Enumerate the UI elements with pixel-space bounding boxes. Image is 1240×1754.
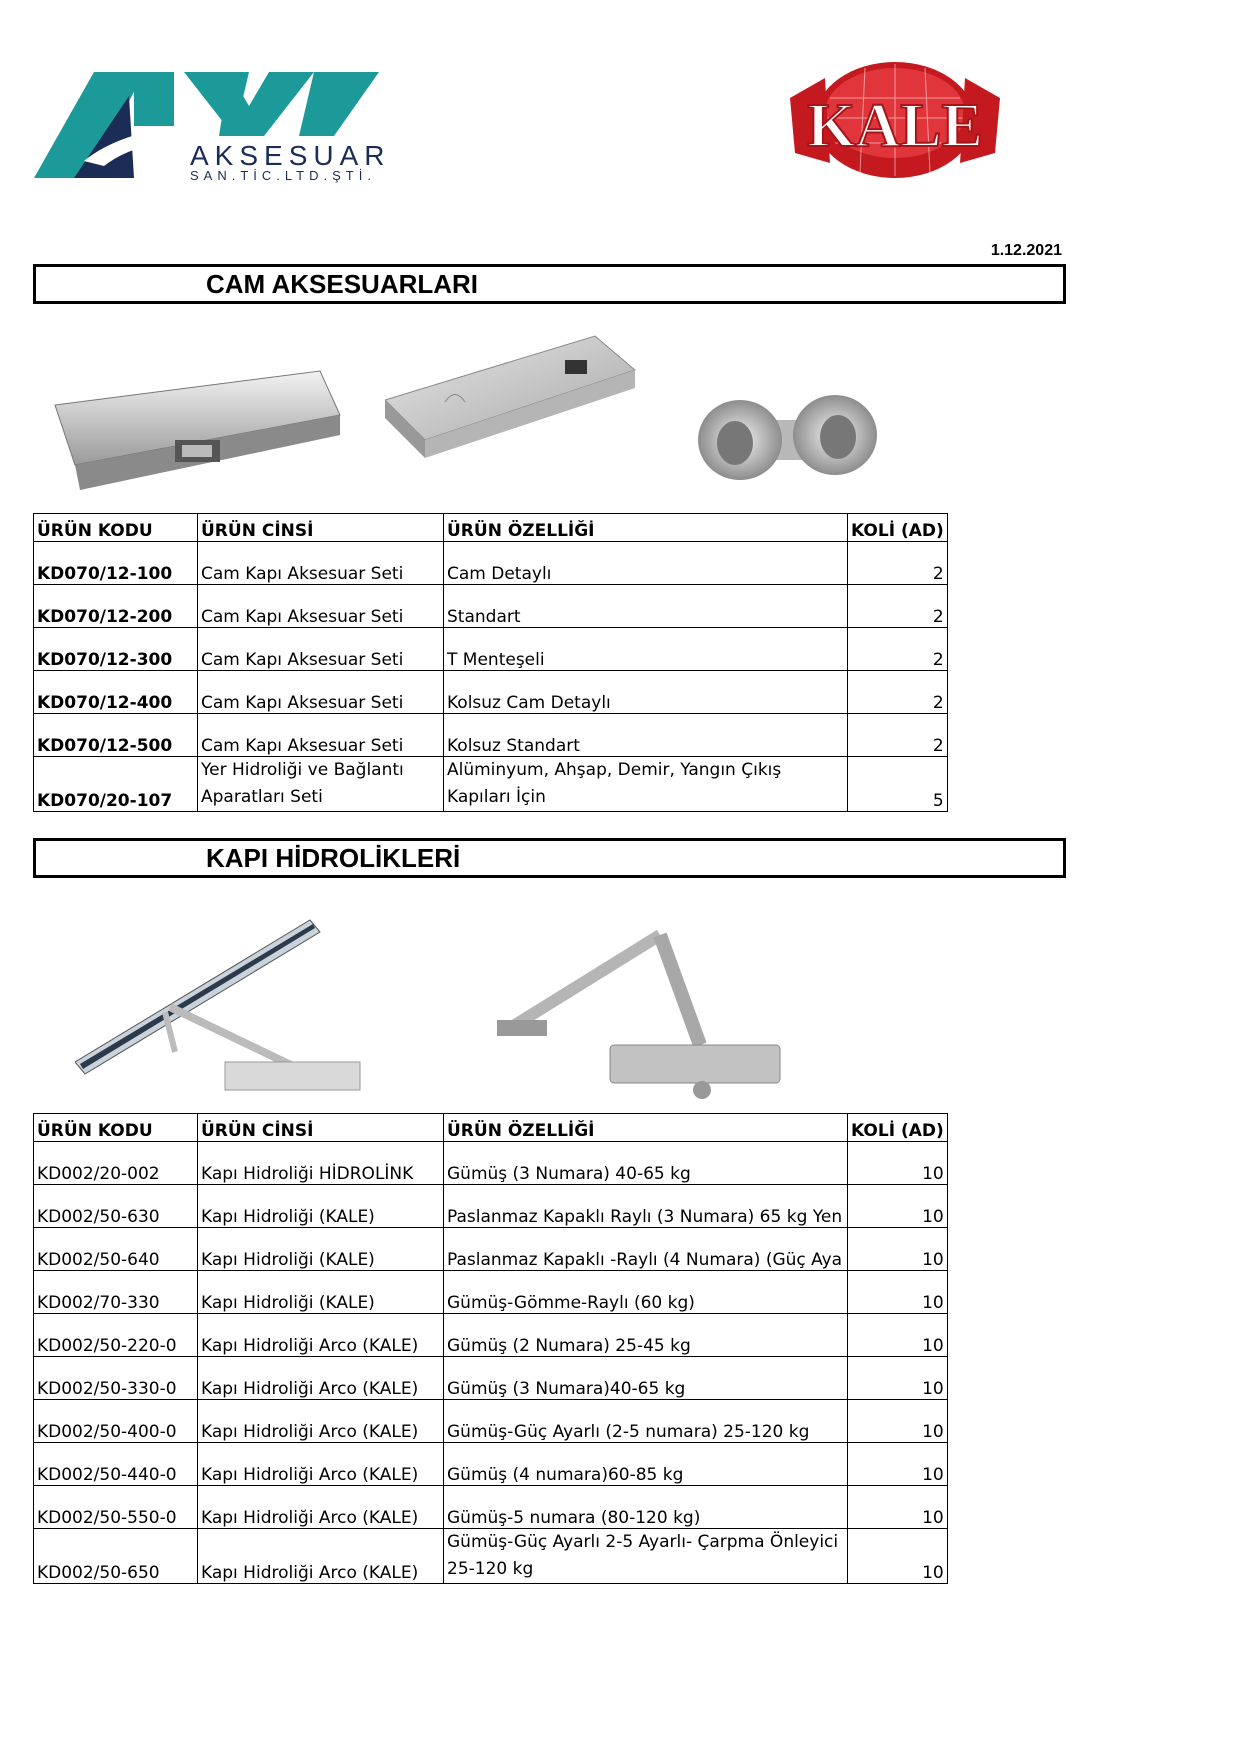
product-feature: Gümüş-5 numara (80-120 kg)	[444, 1486, 848, 1529]
kale-logo-text: KALE	[807, 92, 983, 160]
product-type: Cam Kapı Aksesuar Seti	[198, 671, 444, 714]
table-row	[34, 628, 948, 671]
product-feature: Gümüş (3 Numara) 40-65 kg	[444, 1142, 848, 1185]
kapi-hidrolikleri-table	[33, 1113, 948, 1584]
product-type: Kapı Hidroliği Arco (KALE)	[198, 1486, 444, 1529]
column-header: ÜRÜN KODU	[34, 514, 198, 542]
box-quantity: 10	[848, 1529, 948, 1584]
product-type: Cam Kapı Aksesuar Seti	[198, 585, 444, 628]
table-row	[34, 671, 948, 714]
table-row	[34, 1443, 948, 1486]
product-code: KD070/12-100	[34, 542, 198, 585]
arm-closer-photo	[495, 920, 785, 1100]
product-type: Kapı Hidroliği (KALE)	[198, 1185, 444, 1228]
floor-spring-photo	[385, 330, 640, 470]
table-row	[34, 1228, 948, 1271]
box-quantity: 10	[848, 1400, 948, 1443]
product-type: Kapı Hidroliği Arco (KALE)	[198, 1529, 444, 1584]
box-quantity: 10	[848, 1142, 948, 1185]
table-row	[34, 1142, 948, 1185]
product-type: Kapı Hidroliği (KALE)	[198, 1271, 444, 1314]
alay-aksesuar-text: AKSESUAR	[190, 140, 391, 171]
slide-rail-closer-photo	[75, 912, 365, 1102]
section-title: CAM AKSESUARLARI	[206, 269, 479, 299]
table-row	[34, 1529, 948, 1584]
box-quantity: 10	[848, 1271, 948, 1314]
product-type: Kapı Hidroliği (KALE)	[198, 1228, 444, 1271]
product-code: KD002/50-640	[34, 1228, 198, 1271]
product-code: KD070/12-500	[34, 714, 198, 757]
product-code: KD002/50-650	[34, 1529, 198, 1584]
box-quantity: 2	[848, 714, 948, 757]
product-type: Kapı Hidroliği Arco (KALE)	[198, 1314, 444, 1357]
product-code: KD002/50-630	[34, 1185, 198, 1228]
product-feature: Alüminyum, Ahşap, Demir, Yangın Çıkış Kapıları İçin	[444, 757, 848, 812]
table-row	[34, 1185, 948, 1228]
alay-company-text: SAN.TİC.LTD.ŞTİ.	[190, 168, 376, 183]
box-quantity: 5	[848, 757, 948, 812]
section-title: KAPI HİDROLİKLERİ	[206, 843, 461, 873]
product-type: Cam Kapı Aksesuar Seti	[198, 542, 444, 585]
box-quantity: 2	[848, 542, 948, 585]
product-type: Cam Kapı Aksesuar Seti	[198, 714, 444, 757]
box-quantity: 2	[848, 628, 948, 671]
product-code: KD002/50-330-0	[34, 1357, 198, 1400]
table-row	[34, 1486, 948, 1529]
patch-fitting-photo	[45, 365, 345, 495]
box-quantity: 10	[848, 1228, 948, 1271]
table-row	[34, 542, 948, 585]
product-type: Yer Hidroliği ve Bağlantı Aparatları Seti	[198, 757, 444, 812]
product-feature: Standart	[444, 585, 848, 628]
product-feature: Gümüş-Güç Ayarlı 2-5 Ayarlı- Çarpma Önleyici 25-120 kg	[444, 1529, 848, 1584]
kale-logo	[790, 58, 1000, 188]
column-header: ÜRÜN CİNSİ	[198, 514, 444, 542]
product-code: KD002/20-002	[34, 1142, 198, 1185]
table-row	[34, 1314, 948, 1357]
product-feature: Gümüş (4 numara)60-85 kg	[444, 1443, 848, 1486]
product-feature: T Menteşeli	[444, 628, 848, 671]
column-header: ÜRÜN KODU	[34, 1114, 198, 1142]
table-row	[34, 1357, 948, 1400]
product-feature: Paslanmaz Kapaklı Raylı (3 Numara) 65 kg Yen	[444, 1185, 848, 1228]
product-code: KD070/12-200	[34, 585, 198, 628]
product-feature: Gümüş (2 Numara) 25-45 kg	[444, 1314, 848, 1357]
product-type: Kapı Hidroliği Arco (KALE)	[198, 1357, 444, 1400]
product-type: Kapı Hidroliği Arco (KALE)	[198, 1400, 444, 1443]
product-feature: Gümüş (3 Numara)40-65 kg	[444, 1357, 848, 1400]
column-header: KOLİ (AD)	[848, 1114, 948, 1142]
product-code: KD002/50-220-0	[34, 1314, 198, 1357]
cam-aksesuarlari-table	[33, 513, 948, 812]
document-date: 1.12.2021	[990, 242, 1062, 259]
table-header-row	[34, 1114, 948, 1142]
product-code: KD070/20-107	[34, 757, 198, 812]
product-feature: Gümüş-Gömme-Raylı (60 kg)	[444, 1271, 848, 1314]
column-header: ÜRÜN ÖZELLİĞİ	[444, 514, 848, 542]
column-header: KOLİ (AD)	[848, 514, 948, 542]
section-kapi-hidrolikleri	[33, 838, 1066, 878]
section-cam-aksesuarlari	[33, 264, 1066, 304]
product-type: Cam Kapı Aksesuar Seti	[198, 628, 444, 671]
box-quantity: 2	[848, 671, 948, 714]
table-row	[34, 1271, 948, 1314]
product-code: KD002/50-440-0	[34, 1443, 198, 1486]
product-code: KD070/12-400	[34, 671, 198, 714]
table-row	[34, 585, 948, 628]
column-header: ÜRÜN ÖZELLİĞİ	[444, 1114, 848, 1142]
product-feature: Paslanmaz Kapaklı -Raylı (4 Numara) (Güç Aya	[444, 1228, 848, 1271]
product-code: KD070/12-300	[34, 628, 198, 671]
product-code: KD002/70-330	[34, 1271, 198, 1314]
product-feature: Gümüş-Güç Ayarlı (2-5 numara) 25-120 kg	[444, 1400, 848, 1443]
product-code: KD002/50-400-0	[34, 1400, 198, 1443]
box-quantity: 10	[848, 1185, 948, 1228]
column-header: ÜRÜN CİNSİ	[198, 1114, 444, 1142]
product-type: Kapı Hidroliği HİDROLİNK	[198, 1142, 444, 1185]
glass-knob-photo	[695, 385, 880, 495]
box-quantity: 10	[848, 1357, 948, 1400]
table-row	[34, 714, 948, 757]
table-row	[34, 1400, 948, 1443]
product-feature: Cam Detaylı	[444, 542, 848, 585]
product-feature: Kolsuz Cam Detaylı	[444, 671, 848, 714]
table-row	[34, 757, 948, 812]
box-quantity: 10	[848, 1443, 948, 1486]
product-code: KD002/50-550-0	[34, 1486, 198, 1529]
box-quantity: 10	[848, 1314, 948, 1357]
box-quantity: 10	[848, 1486, 948, 1529]
table-header-row	[34, 514, 948, 542]
product-type: Kapı Hidroliği Arco (KALE)	[198, 1443, 444, 1486]
box-quantity: 2	[848, 585, 948, 628]
product-feature: Kolsuz Standart	[444, 714, 848, 757]
